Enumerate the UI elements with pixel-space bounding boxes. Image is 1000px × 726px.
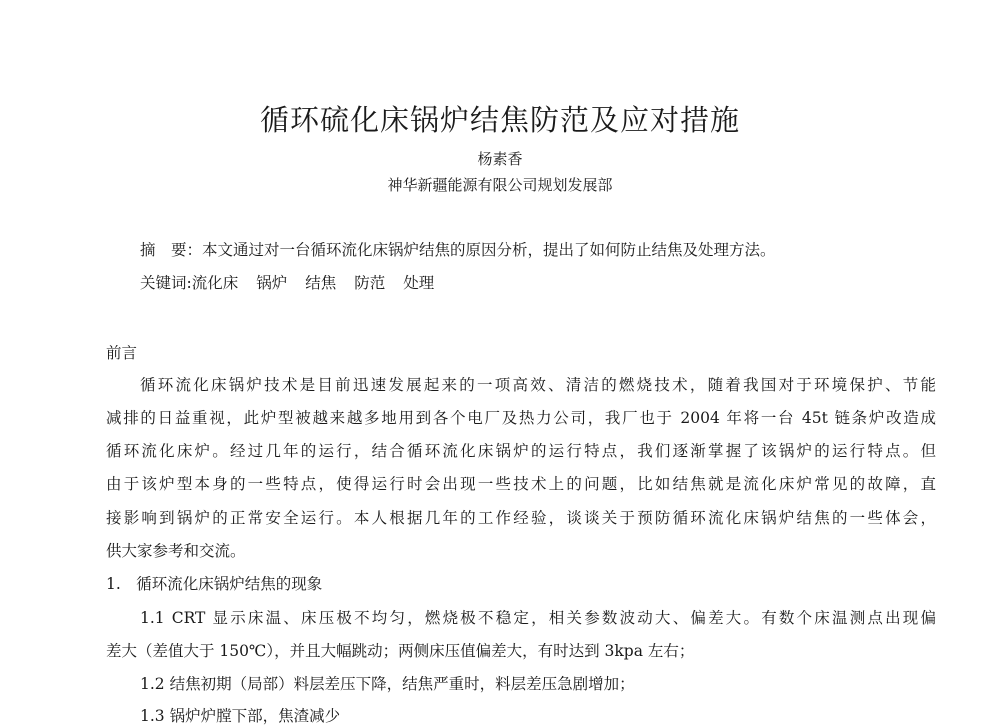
section-heading: 1. 循环流化床锅炉结焦的现象 <box>106 575 323 593</box>
section-item: 1.2 结焦初期（局部）料层差压下降，结焦严重时，料层差压急剧增加； <box>140 675 635 693</box>
keyword-item: 防范 <box>354 274 386 292</box>
keyword-item: 处理 <box>403 274 435 292</box>
intro-heading: 前言 <box>106 344 138 362</box>
abstract <box>140 240 776 260</box>
intro-line: 接影响到锅炉的正常安全运行。本人根据几年的工作经验，谈谈关于预防循环流化床锅炉结焦的一些体会， <box>106 509 936 527</box>
section-item: 差大（差值大于 150℃），并且大幅跳动；两侧床压值偏差大，有时达到 3kpa 左右； <box>106 642 695 660</box>
keywords-label: 关键词: <box>140 274 192 292</box>
author-name: 杨素香 <box>477 150 523 168</box>
section-item-partial: 1.3 锅炉炉膛下部，焦渣减少 <box>140 707 341 725</box>
intro-line: 减排的日益重视，此炉型被越来越多地用到各个电厂及热力公司，我厂也于 2004 年将一台 45t 链条炉改造成 <box>106 409 936 427</box>
author-affiliation: 神华新疆能源有限公司规划发展部 <box>387 176 613 194</box>
intro-line: 循环流化床炉。经过几年的运行，结合循环流化床锅炉的运行特点，我们逐渐掌握了该锅炉的运行特点。但 <box>106 442 936 460</box>
intro-line: 循环流化床锅炉技术是目前迅速发展起来的一项高效、清洁的燃烧技术，随着我国对于环境保护、节能 <box>140 376 936 394</box>
keyword-item: 结焦 <box>305 274 337 292</box>
keywords <box>140 273 434 293</box>
intro-line: 由于该炉型本身的一些特点，使得运行时会出现一些技术上的问题，比如结焦就是流化床炉常见的故障，直 <box>106 475 936 493</box>
abstract-text: 本文通过对一台循环流化床锅炉结焦的原因分析，提出了如何防止结焦及处理方法。 <box>202 241 776 259</box>
keyword-item: 流化床 <box>191 274 239 292</box>
abstract-label: 摘 要： <box>140 241 203 259</box>
keyword-item: 锅炉 <box>256 274 288 292</box>
section-item: 1.1 CRT 显示床温、床压极不均匀，燃烧极不稳定，相关参数波动大、偏差大。有数个床温测点出现偏 <box>140 609 936 627</box>
paper-title: 循环硫化床锅炉结焦防范及应对措施 <box>259 103 740 137</box>
intro-line: 供大家参考和交流。 <box>106 542 246 560</box>
